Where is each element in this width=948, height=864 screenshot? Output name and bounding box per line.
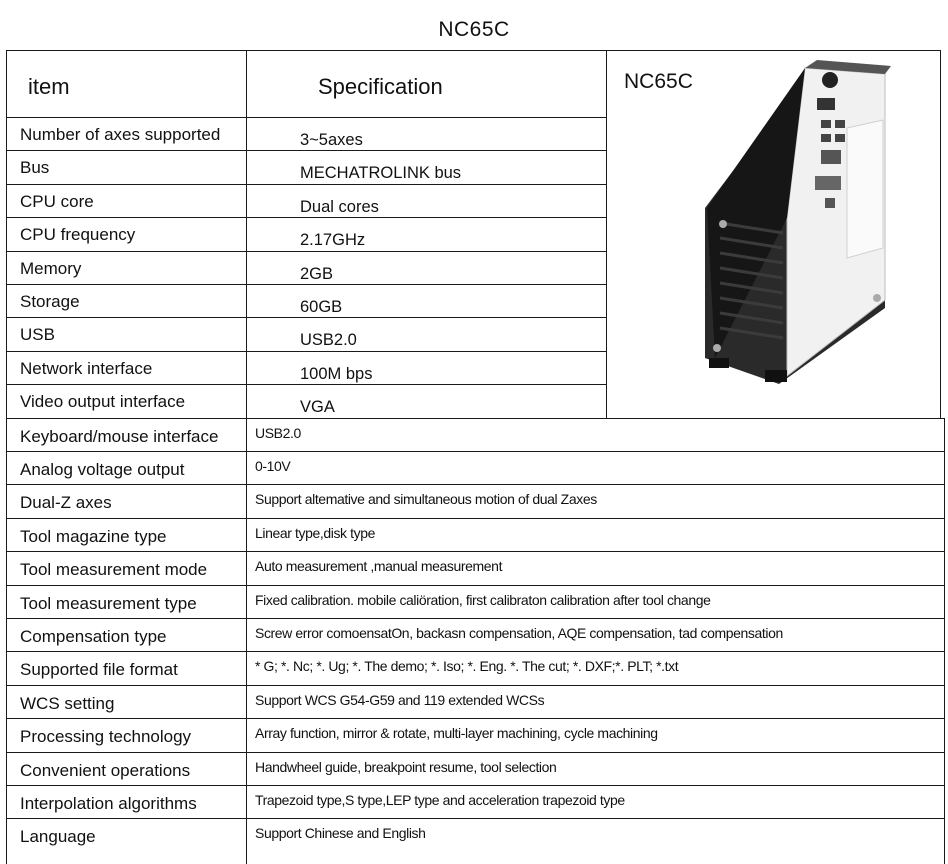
table-border (6, 518, 944, 519)
table-border (6, 651, 944, 652)
spec-item-value: 3~5axes (300, 131, 363, 149)
spec-item-label: Tool magazine type (20, 526, 167, 546)
spec-item-value: Auto measurement ,manual measurement (255, 558, 503, 575)
spec-item-value: VGA (300, 398, 335, 417)
table-border (944, 418, 945, 864)
table-border (6, 184, 606, 185)
table-border (6, 50, 7, 864)
controller-box-image (695, 58, 895, 388)
page-title: NC65C (438, 18, 510, 41)
header-specification: Specification (318, 74, 443, 99)
spec-item-label: Tool measurement mode (20, 560, 208, 580)
spec-item-label: Memory (20, 258, 82, 278)
spec-item-value: Handwheel guide, breakpoint resume, tool selection (255, 758, 557, 775)
spec-item-value: Support WCS G54-G59 and 119 extended WCSs (255, 691, 545, 708)
spec-item-value: Screw error comoensatOn, backasn compensation, AQE compensation, tad compensation (255, 625, 783, 641)
spec-item-value: Support altemative and simultaneous motion of dual Zaxes (255, 491, 597, 508)
table-border (6, 150, 606, 151)
spec-item-value: MECHATROLINK bus (300, 164, 462, 183)
spec-item-label: Network interface (20, 358, 153, 378)
spec-item-label: Tool measurement type (20, 593, 197, 613)
spec-item-value: Dual cores (300, 197, 379, 216)
table-border (246, 50, 247, 864)
product-name: NC65C (624, 70, 693, 93)
spec-item-label: CPU frequency (20, 225, 136, 245)
table-border (6, 418, 944, 419)
table-border (6, 585, 944, 586)
table-border (6, 685, 944, 686)
spec-item-label: USB (20, 325, 55, 345)
spec-item-label: Compensation type (20, 627, 167, 646)
spec-item-value: Fixed calibration. mobile caliöration, first calibraton calibration after tool change (255, 591, 711, 608)
table-border (6, 484, 944, 485)
spec-item-label: Convenient operations (20, 760, 191, 780)
spec-item-value: Linear type,disk type (255, 524, 376, 541)
spec-item-label: Video output interface (20, 392, 186, 412)
spec-item-value: Trapezoid type,S type,LEP type and acceleration trapezoid type (255, 792, 625, 808)
table-border (6, 551, 944, 552)
spec-item-label: Processing technology (20, 727, 192, 747)
table-border (6, 117, 606, 118)
spec-item-value: USB2.0 (300, 331, 357, 350)
spec-item-label: Number of axes supported (20, 125, 221, 144)
header-item: item (28, 74, 70, 99)
spec-item-value: 100M bps (300, 364, 373, 383)
spec-item-label: Supported file format (20, 660, 178, 680)
table-border (940, 50, 941, 418)
table-border (6, 384, 606, 385)
table-border (6, 785, 944, 786)
spec-item-value: 0-10V (255, 458, 291, 474)
table-border (6, 217, 606, 218)
spec-item-value: 2GB (300, 264, 334, 283)
table-border (6, 451, 944, 452)
table-border (606, 50, 607, 418)
table-border (6, 351, 606, 352)
spec-item-label: CPU core (20, 191, 94, 211)
spec-item-label: Analog voltage output (20, 460, 185, 479)
table-border (6, 752, 944, 753)
table-border (6, 50, 940, 51)
spec-item-label: Dual-Z axes (20, 493, 112, 513)
table-border (6, 818, 944, 819)
table-border (6, 618, 944, 619)
table-border (6, 251, 606, 252)
spec-item-value: Array function, mirror & rotate, multi-layer machining, cycle machining (255, 725, 658, 742)
spec-item-value: USB2.0 (255, 424, 301, 441)
spec-item-value: Support Chinese and English (255, 825, 426, 842)
spec-item-value: 60GB (300, 298, 343, 316)
spec-item-value: 2.17GHz (300, 231, 366, 250)
table-border (6, 317, 606, 318)
table-border (6, 718, 944, 719)
table-border (6, 284, 606, 285)
spec-item-label: Keyboard/mouse interface (20, 426, 219, 446)
spec-item-label: Interpolation algorithms (20, 794, 197, 813)
spec-item-label: Language (20, 827, 96, 847)
spec-item-value: * G; *. Nc; *. Ug; *. The demo; *. Iso; *. Eng. *. The cut; *. DXF;*. PLT; *.txt (255, 658, 679, 675)
spec-item-label: WCS setting (20, 693, 115, 713)
spec-item-label: Storage (20, 292, 80, 311)
spec-item-label: Bus (20, 158, 50, 178)
